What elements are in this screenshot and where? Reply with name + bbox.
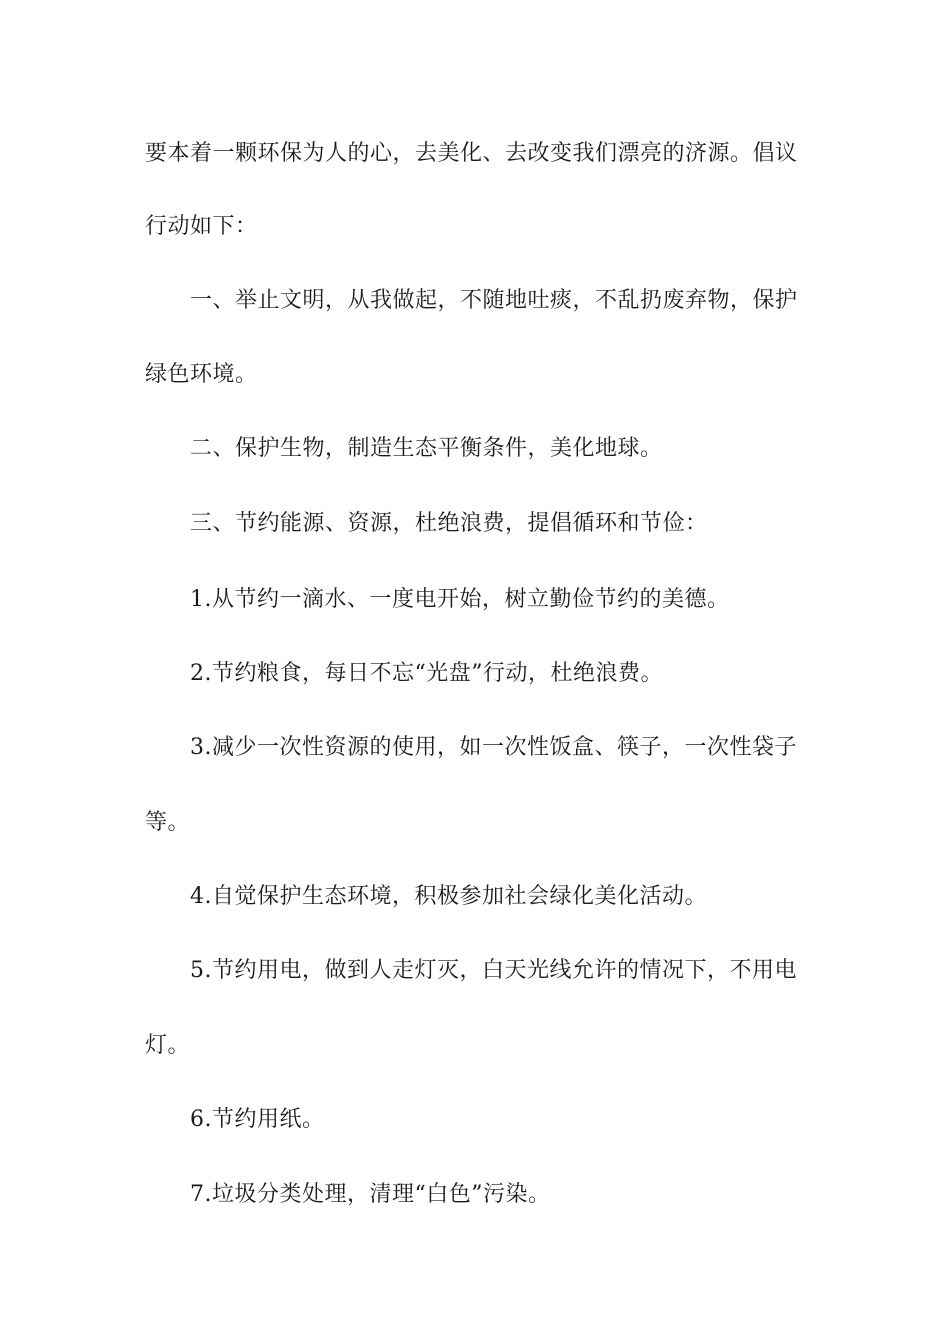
item-one-line-2: 绿色环境。 — [145, 362, 258, 387]
item-three: 三、节约能源、资源，杜绝浪费，提倡循环和节俭： — [190, 511, 708, 536]
sub-item-3-line-1: 3.减少一次性资源的使用，如一次性饭盒、筷子，一次性袋子 — [190, 735, 797, 760]
paragraph-line-2: 行动如下： — [145, 214, 258, 239]
sub-item-5-line-1: 5.节约用电，做到人走灯灭，白天光线允许的情况下，不用电 — [190, 958, 797, 983]
sub-item-1: 1.从节约一滴水、一度电开始，树立勤俭节约的美德。 — [190, 587, 730, 612]
sub-item-3-line-2: 等。 — [145, 810, 191, 835]
sub-item-2: 2.节约粮食，每日不忘“光盘”行动，杜绝浪费。 — [190, 661, 663, 686]
sub-item-6: 6.节约用纸。 — [190, 1107, 325, 1132]
item-two: 二、保护生物，制造生态平衡条件，美化地球。 — [190, 436, 663, 461]
item-one-line-1: 一、举止文明，从我做起，不随地吐痰，不乱扔废弃物，保护 — [190, 288, 798, 313]
sub-item-5-line-2: 灯。 — [145, 1033, 191, 1058]
paragraph-line-1: 要本着一颗环保为人的心，去美化、去改变我们漂亮的济源。倡议 — [145, 141, 798, 166]
sub-item-4: 4.自觉保护生态环境，积极参加社会绿化美化活动。 — [190, 884, 707, 909]
sub-item-7: 7.垃圾分类处理，清理“白色”污染。 — [190, 1182, 551, 1207]
